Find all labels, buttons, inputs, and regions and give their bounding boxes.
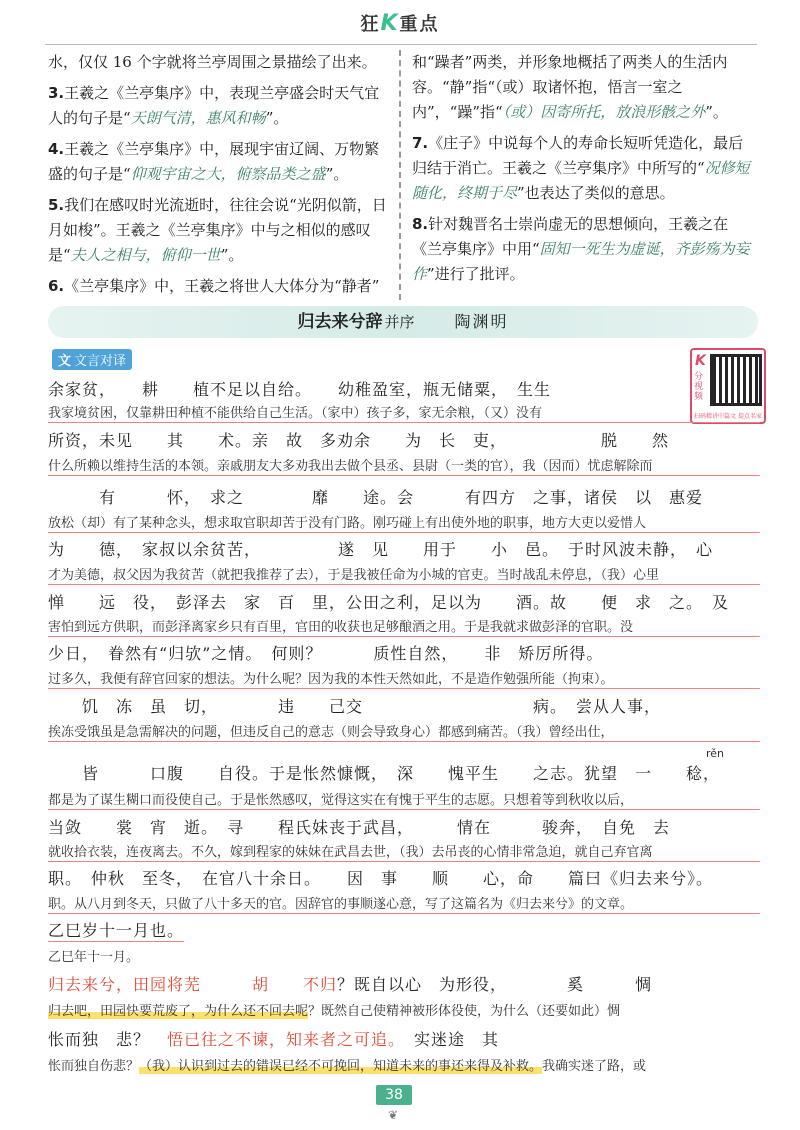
answer-3: 天朗气清，惠风和畅 (130, 109, 266, 127)
verse-translation-2: 怅而独自伤悲？（我）认识到过去的错误已经不可挽回，知道未来的事还来得及补救。我确实迷了路，或 (48, 1059, 647, 1074)
left-column (48, 50, 388, 305)
original-line: 饥 冻 虽 切， 违 己交 病。 尝从人事， (48, 697, 662, 716)
verse-translation-1: 归去吧，田园快要荒废了，为什么还不回去呢？既然自己使精神被形体役使，为什么（还要如此）惆 (48, 1004, 621, 1019)
qr-side-label: 分视频 (694, 372, 704, 402)
original-line: 少日， 眷然有“归欤”之情。 何则？ 质性自然， 非 矫厉所得。 (48, 644, 604, 663)
answer-8: 固知一死生为虚诞，齐彭殇为妄作 (412, 240, 750, 283)
translation-line: 过多久，我便有辞官回家的想法。为什么呢？因为我的本性天然如此，不是造作勉强所能（拘束）。 (48, 668, 760, 689)
translation-line: 才为美德，叔父因为我贫苦（就把我推荐了去），于是我被任命为小城的官吏。当时战乱未停息，（我）心里 (48, 564, 760, 585)
pinyin-annotation: rěn (706, 747, 725, 760)
original-line: 当敛 裳 宵 逝。 寻 程氏妹丧于武昌， 情在 骏奔， 自免 去 (48, 818, 671, 837)
answer-7: 况修短随化，终期于尽 (412, 159, 750, 202)
bird-icon: ❦ (388, 1108, 399, 1122)
original-line: 职。 仲秋 至冬， 在官八十余日。 因 事 顺 心，命 篇曰《归去来兮》。 (48, 869, 714, 888)
verse-line-1: 归去来兮，田园将芜 胡 不归？既自以心 为形役， 奚 惆 (48, 975, 653, 994)
original-line: 所资，未见 其 术。亲 故 多劝余 为 长 吏， 脱 然 (48, 431, 670, 450)
translation-line: 挨冻受饿虽是急需解决的问题，但违反自己的意志（则会导致身心）都感到痛苦。（我）曾经出仕， (48, 721, 760, 742)
translation-line: 职。从八月到冬天，只做了八十多天的官。因辞官的事顺遂心意，写了这篇名为《归去来兮》的文章。 (48, 893, 760, 914)
section-subtitle: 并序 (384, 313, 415, 331)
answer-6: （或）因寄所托，放浪形骸之外 (502, 103, 706, 121)
header-rule (45, 44, 757, 45)
translation-line: 我家境贫困，仅靠耕田种植不能供给自己生活。（家中）孩子多，家无余粮，（又）没有 (48, 402, 760, 423)
translation-line: 乙巳年十一月。 (48, 950, 140, 965)
original-line: 乙巳岁十一月也。 (48, 918, 184, 942)
answer-5: 夫人之相与，俯仰一世 (70, 246, 221, 264)
question-6-cont: 和“躁者”两类，并形象地概括了两类人的生活内容。“静”指“（或）取诸怀抱，悟言一室之内”，“躁”指“（或）因寄所托，放浪形骸之外”。 (412, 53, 728, 121)
question-5: 5.我们在感叹时光流逝时，往往会说“光阴似箭，日月如梭”。王羲之《兰亭集序》中与之相似的感叹是“夫人之相与，俯仰一世”。 (48, 196, 387, 264)
translation-line: 放松（却）有了某种念头，想求取官职却苦于没有门路。刚巧碰上有出使外地的职事，地方大吏以爱惜人 (48, 512, 760, 533)
header-k-logo: K (380, 11, 400, 36)
section-author: 陶渊明 (454, 312, 509, 331)
translation-line: 害怕到远方供职，而彭泽离家乡只有百里，官田的收获也足够酿酒之用。于是我就求做彭泽的官职。没 (48, 616, 760, 637)
answer-4: 仰观宇宙之大，俯察品类之盛 (130, 165, 326, 183)
question-4: 4.王羲之《兰亭集序》中，展现宇宙辽阔、万物繁盛的句子是“仰观宇宙之大，俯察品类之盛”。 (48, 140, 380, 183)
page-number: 38 (376, 1085, 412, 1105)
header-text: 狂 (360, 14, 381, 35)
translation-line: 就收拾衣装，连夜离去。不久，嫁到程家的妹妹在武昌去世，（我）去吊丧的心情非常急迫，就自己弃官离 (48, 841, 760, 862)
column-divider (399, 50, 401, 300)
original-line: 皆 口腹 自役。于是怅然慷慨， 深 愧平生 之志。犹望 一 稔， (48, 764, 721, 783)
question-3: 3.王羲之《兰亭集序》中，表现兰亭盛会时天气宜人的句子是“天朗气清，惠风和畅”。 (48, 84, 380, 127)
original-line: 为 德， 家叔以余贫苦， 遂 见 用于 小 邑。 于时风波未静， 心 (48, 540, 714, 559)
continued-text: 水，仅仅 16 个字就将兰亭周围之景描绘了出来。 (48, 53, 377, 71)
translation-line: 什么所赖以维持生活的本领。亲戚朋友大多劝我出去做个县丞、县尉（一类的官），我（因而）忧虑解除而 (48, 455, 760, 476)
question-7: 7.《庄子》中说每个人的寿命长短听凭造化，最后归结于消亡。王羲之《兰亭集序》中所写的“况修短随化，终期于尽”也表达了类似的意思。 (412, 134, 750, 202)
right-column (412, 50, 757, 293)
translation-tag (52, 349, 132, 370)
header-text-2: 重点 (399, 14, 440, 35)
qr-k-logo: K (695, 353, 706, 369)
original-line: 余家贫， 耕 植不足以自给。 幼稚盈室，瓶无储粟， 生生 (48, 380, 552, 399)
document-icon: 文 (58, 354, 72, 369)
question-6: 6.《兰亭集序》中，王羲之将世人大体分为“静者” (48, 277, 380, 295)
translation-tag-label: 文言对译 (74, 354, 127, 369)
qr-caption: 扫码精讲中篇文 提点名家 (694, 413, 762, 420)
section-title: 归去来兮辞 (297, 312, 383, 332)
section-title-banner (48, 306, 758, 338)
original-line: 有 怀， 求之 靡 途。会 有四方 之事，诸侯 以 惠爱 (48, 488, 704, 507)
page-header (0, 10, 800, 36)
verse-line-2: 怅而独 悲？ 悟已往之不谏，知来者之可追。 实迷途 其 (48, 1030, 500, 1049)
original-line: 惮 远 役， 彭泽去 家 百 里，公田之利，足以为 酒。故 便 求 之。 及 (48, 593, 730, 612)
question-8: 8.针对魏晋名士崇尚虚无的思想倾向，王羲之在《兰亭集序》中用“固知一死生为虚诞，齐彭殇为妄作”进行了批评。 (412, 215, 750, 283)
translation-line: 都是为了谋生糊口而役使自己。于是怅然感叹，觉得这实在有愧于平生的志愿。只想着等到秋收以后， (48, 789, 760, 810)
